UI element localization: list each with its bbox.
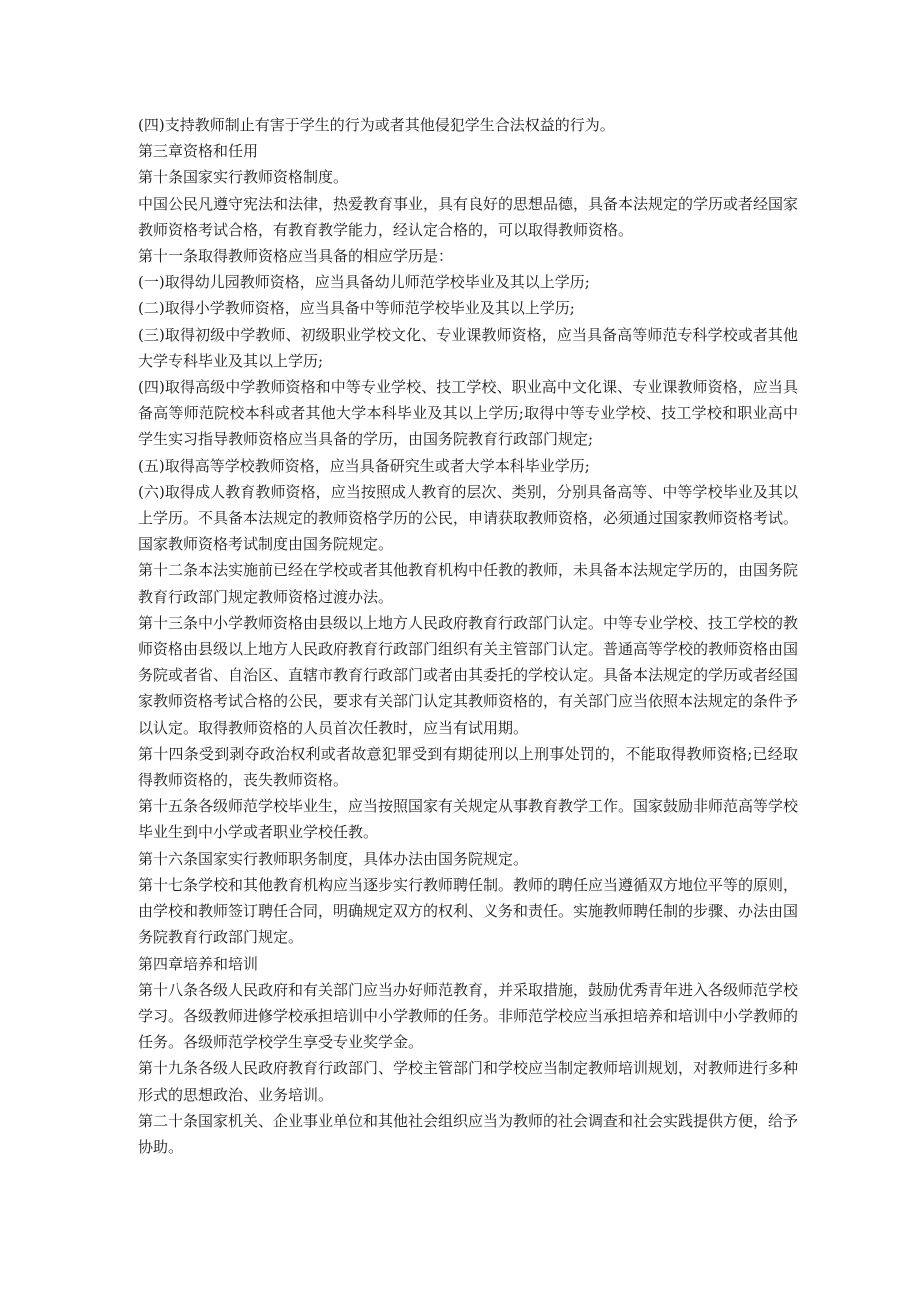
article-13: 第十三条中小学教师资格由县级以上地方人民政府教育行政部门认定。中等专业学校、技工学校的教师资格由县级以上地方人民政府教育行政部门组织有关主管部门认定。普通高等学校的教师资格由国务院或者省、自治区、直辖市教育行政部门或者由其委托的学校认定。具备本法规定的学历或者经国家教师资格考试合格的公民，要求有关部门认定其教师资格的，有关部门应当依照本法规定的条件予以认定。取得教师资格的人员首次任教时，应当有试用期。 xyxy=(138,613,799,737)
article-18: 第十八条各级人民政府和有关部门应当办好师范教育，并采取措施，鼓励优秀青年进入各级师范学校学习。各级教师进修学校承担培训中小学教师的任务。非师范学校应当承担培养和培训中小学教师的任务。各级师范学校学生享受专业奖学金。 xyxy=(138,980,799,1052)
article-17: 第十七条学校和其他教育机构应当逐步实行教师聘任制。教师的聘任应当遵循双方地位平等的原则，由学校和教师签订聘任合同，明确规定双方的权利、义务和责任。实施教师聘任制的步骤、办法由国务院教育行政部门规定。 xyxy=(138,875,799,947)
chapter-heading-4: 第四章培养和培训 xyxy=(138,954,259,973)
document-body xyxy=(138,112,798,1160)
article-16: 第十六条国家实行教师职务制度，具体办法由国务院规定。 xyxy=(138,849,529,868)
article-11-item-6: (六)取得成人教育教师资格，应当按照成人教育的层次、类别，分别具备高等、中等学校毕业及其以上学历。不具备本法规定的教师资格学历的公民，申请获取教师资格，必须通过国家教师资格考试。国家教师资格考试制度由国务院规定。 xyxy=(138,482,799,554)
article-10: 第十条国家实行教师资格制度。 xyxy=(138,168,349,187)
article-15: 第十五条各级师范学校毕业生，应当按照国家有关规定从事教育教学工作。国家鼓励非师范高等学校毕业生到中小学或者职业学校任教。 xyxy=(138,797,799,842)
paragraph-4: 中国公民凡遵守宪法和法律，热爱教育事业，具有良好的思想品德，具备本法规定的学历或者经国家教师资格考试合格，有教育教学能力，经认定合格的，可以取得教师资格。 xyxy=(138,194,799,239)
article-20: 第二十条国家机关、企业事业单位和其他社会组织应当为教师的社会调查和社会实践提供方便，给予协助。 xyxy=(138,1111,799,1156)
article-14: 第十四条受到剥夺政治权利或者故意犯罪受到有期徒刑以上刑事处罚的，不能取得教师资格;已经取得教师资格的，丧失教师资格。 xyxy=(138,744,798,790)
chapter-heading-3: 第三章资格和任用 xyxy=(138,142,259,161)
paragraph-1: (四)支持教师制止有害于学生的行为或者其他侵犯学生合法权益的行为。 xyxy=(138,116,615,134)
article-11-item-5: (五)取得高等学校教师资格，应当具备研究生或者大学本科毕业学历; xyxy=(138,456,590,475)
article-11-item-2: (二)取得小学教师资格，应当具备中等师范学校毕业及其以上学历; xyxy=(138,299,575,318)
article-11-item-4: (四)取得高级中学教师资格和中等专业学校、技工学校、职业高中文化课、专业课教师资格，应当具备高等师范院校本科或者其他大学本科毕业及其以上学历;取得中等专业学校、技工学校和职业高中学生实习指导教师资格应当具备的学历，由国务院教育行政部门规定; xyxy=(138,378,798,449)
article-11-item-3: (三)取得初级中学教师、初级职业学校文化、专业课教师资格，应当具备高等师范专科学校或者其他大学专科毕业及其以上学历; xyxy=(138,325,798,370)
article-12: 第十二条本法实施前已经在学校或者其他教育机构中任教的教师，未具备本法规定学历的，由国务院教育行政部门规定教师资格过渡办法。 xyxy=(138,561,799,606)
article-11: 第十一条取得教师资格应当具备的相应学历是： xyxy=(138,247,454,266)
article-11-item-1: (一)取得幼儿园教师资格，应当具备幼儿师范学校毕业及其以上学历; xyxy=(138,273,590,292)
article-19: 第十九条各级人民政府教育行政部门、学校主管部门和学校应当制定教师培训规划，对教师进行多种形式的思想政治、业务培训。 xyxy=(138,1059,799,1104)
